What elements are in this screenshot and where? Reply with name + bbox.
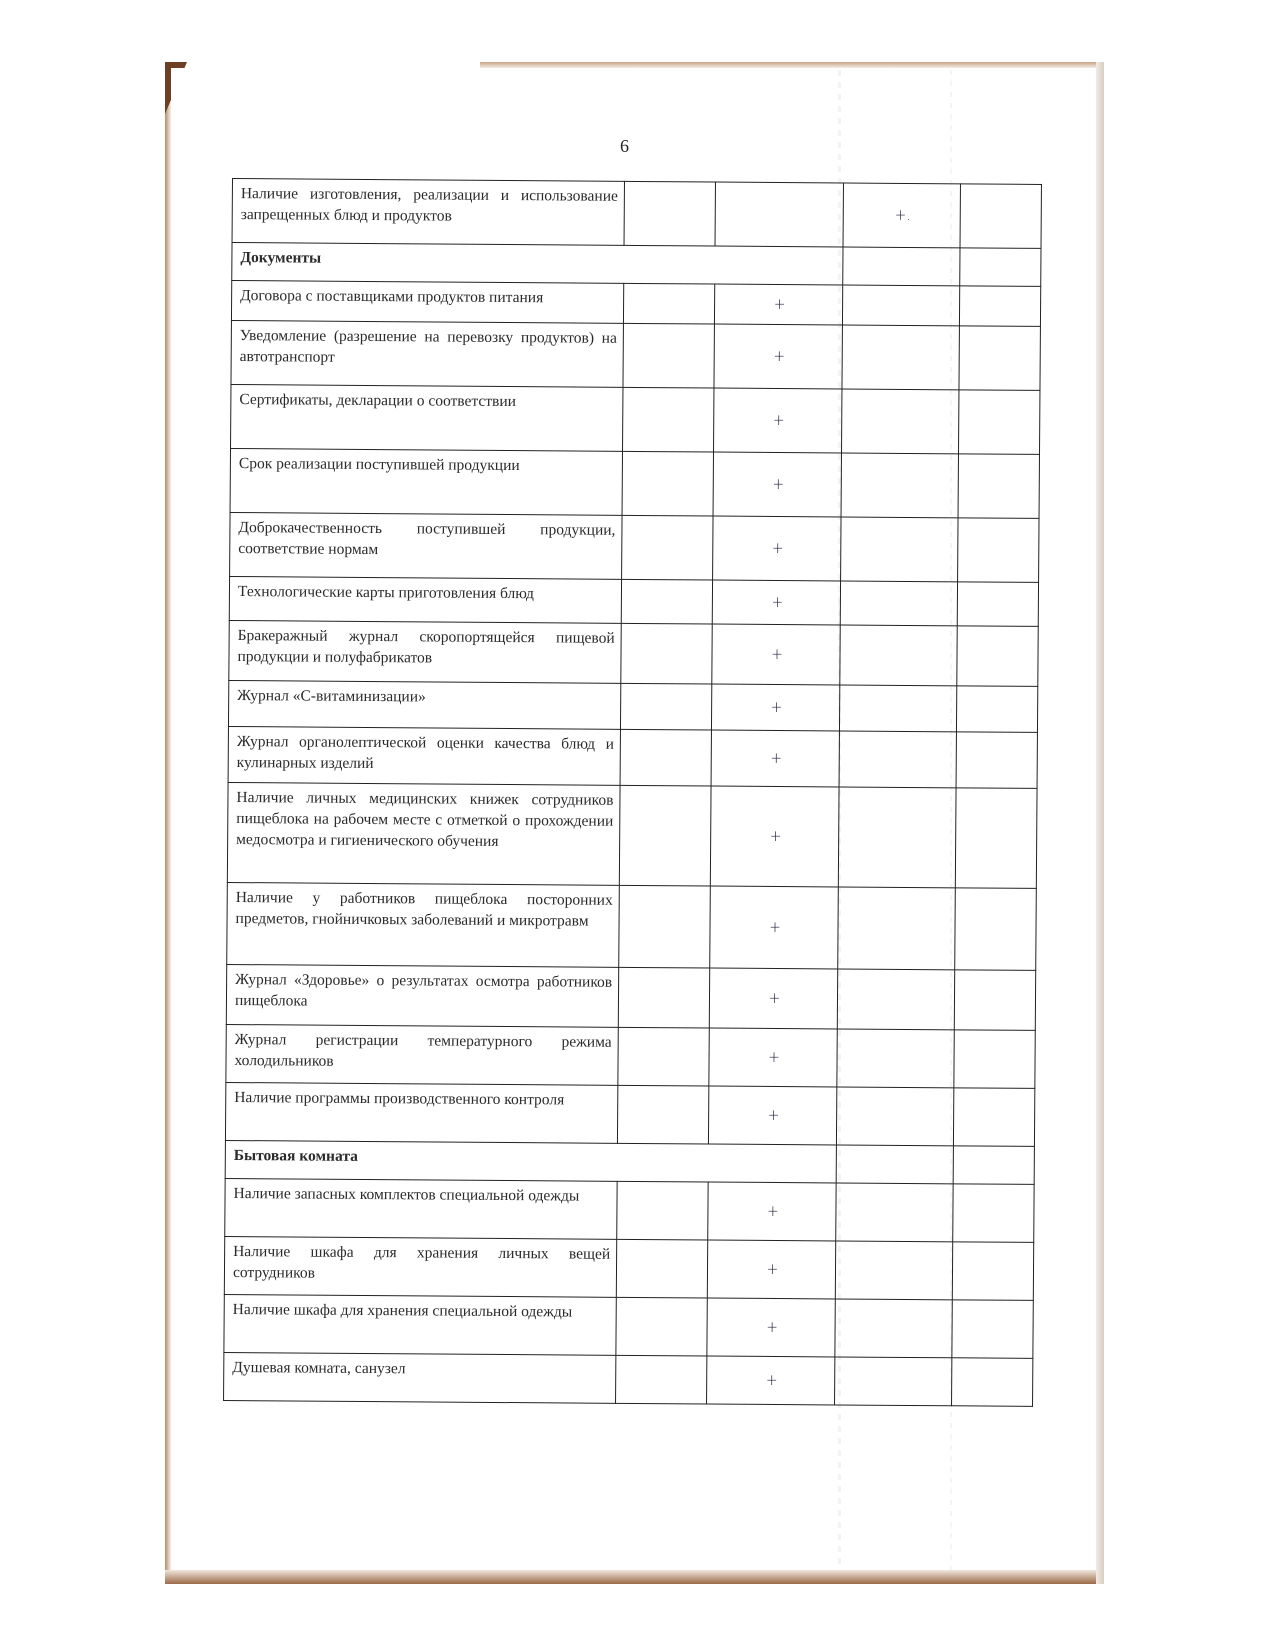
empty-cell (617, 1085, 709, 1144)
empty-cell (616, 1239, 708, 1298)
criterion-label-cell (227, 782, 620, 885)
mark-text: + (773, 294, 786, 314)
criterion-label: Договора с поставщиками продуктов питания (240, 287, 544, 307)
empty-cell (959, 390, 1040, 455)
criterion-label: Срок реализации поступившей продукции (238, 455, 520, 475)
handwritten-plus-mark (843, 183, 961, 248)
criterion-label-cell (230, 512, 623, 579)
handwritten-plus-mark (713, 516, 841, 581)
criterion-label: Наличие личных медицинских книжек сотрудников пищеблока на рабочем месте с отметкой о прохождении медосмотра и гигиенического обучения (236, 789, 614, 850)
mark-text: + (770, 748, 783, 768)
empty-cell (958, 454, 1039, 519)
background-edge-right (1096, 62, 1104, 1584)
empty-cell (623, 387, 715, 452)
criterion-label-cell (229, 576, 621, 623)
empty-cell (838, 887, 956, 970)
handwritten-plus-mark (709, 1028, 837, 1087)
criterion-label: Наличие шкафа для хранения личных вещей сотрудников (232, 1243, 611, 1282)
handwritten-plus-mark (714, 324, 842, 389)
checklist-sheet (223, 178, 1042, 1407)
table-row (231, 281, 1040, 327)
criterion-label-cell (229, 620, 621, 683)
page-number: 6 (620, 136, 629, 156)
empty-cell (836, 1087, 954, 1146)
background-edge-bottom (165, 1570, 1100, 1584)
mark-text: + (768, 988, 781, 1008)
table-row (227, 782, 1037, 888)
empty-cell (616, 1355, 708, 1404)
table-row (225, 1082, 1034, 1146)
checklist-body (224, 179, 1042, 1407)
criterion-label: Наличие программы производственного контроля (234, 1089, 565, 1109)
empty-cell (838, 787, 956, 888)
handwritten-plus-mark (715, 284, 843, 325)
mark-text: + (771, 538, 784, 558)
empty-cell (616, 1297, 708, 1356)
mark-text: + (772, 410, 785, 430)
criterion-label: Наличие изготовления, реализации и использование запрещенных блюд и продуктов (240, 185, 618, 225)
empty-cell (839, 685, 957, 732)
empty-cell (841, 389, 959, 454)
empty-cell (618, 1027, 710, 1086)
criterion-label: Журнал регистрации температурного режима холодильников (234, 1031, 612, 1070)
empty-cell (837, 1029, 955, 1088)
handwritten-plus-mark (711, 730, 839, 787)
criterion-label-cell (231, 281, 623, 324)
criterion-label: Технологические карты приготовления блюд (237, 583, 535, 603)
mark-text: + (772, 474, 785, 494)
empty-cell (952, 1300, 1033, 1359)
mark-text: + (766, 1317, 779, 1337)
criterion-label: Уведомление (разрешение на перевозку продуктов) на автотранспорт (239, 327, 617, 366)
mark-text: + (771, 592, 784, 612)
empty-cell (834, 1357, 952, 1406)
handwritten-plus-mark (712, 624, 840, 685)
criterion-label: Наличие запасных комплектов специальной одежды (233, 1185, 580, 1205)
section-row (232, 243, 1041, 287)
table-row (224, 1352, 1033, 1406)
empty-cell (959, 286, 1040, 327)
handwritten-plus-mark (707, 1356, 835, 1405)
mark-text: + (769, 826, 782, 846)
handwritten-plus-mark (707, 1298, 835, 1357)
handwritten-plus-mark (708, 1182, 836, 1241)
checklist-table (223, 178, 1042, 1407)
empty-cell (621, 683, 713, 730)
criterion-label-cell (226, 964, 618, 1027)
empty-cell (621, 623, 713, 684)
mark-text: + (768, 1047, 781, 1067)
section-row (225, 1140, 1034, 1184)
empty-cell (953, 1146, 1034, 1185)
table-row (229, 620, 1038, 686)
criterion-label: Наличие шкафа для хранения специальной одежды (232, 1301, 573, 1321)
empty-cell (842, 285, 959, 326)
empty-cell (953, 1088, 1034, 1147)
criterion-label-cell (227, 882, 620, 967)
mark-text: + (765, 1370, 778, 1390)
criterion-label-cell (232, 179, 625, 246)
criterion-label: Наличие у работников пищеблока посторонних предметов, гнойничковых заболеваний и микротравм (235, 889, 613, 930)
empty-cell (835, 1299, 953, 1358)
criterion-label: Журнал органолептической оценки качества блюд и кулинарных изделий (236, 733, 614, 773)
mark-text: + (769, 917, 782, 937)
empty-cell (955, 788, 1037, 889)
criterion-label-cell (230, 448, 623, 515)
empty-cell (954, 970, 1035, 1031)
empty-cell (839, 731, 957, 788)
table-row (232, 179, 1041, 249)
empty-cell (619, 885, 711, 968)
handwritten-plus-mark (713, 452, 841, 517)
empty-cell (959, 326, 1040, 391)
criterion-label-cell (231, 320, 624, 387)
criterion-label: Журнал «С-витаминизации» (237, 687, 426, 706)
empty-cell (622, 451, 714, 516)
mark-text: + (767, 1201, 779, 1221)
handwritten-plus-mark (708, 1240, 836, 1299)
empty-cell (957, 582, 1038, 627)
mark-text: +. (894, 205, 911, 224)
empty-cell (840, 581, 958, 626)
handwritten-plus-mark (713, 580, 841, 625)
criterion-label-cell (224, 1352, 616, 1403)
empty-cell (623, 323, 715, 388)
criterion-label-cell (228, 726, 620, 785)
criterion-label: Бракеражный журнал скоропортящейся пищевой продукции и полуфабрикатов (237, 627, 615, 667)
empty-cell (952, 1358, 1033, 1407)
table-row (225, 1178, 1034, 1242)
section-title: Документы (232, 243, 843, 285)
empty-cell (837, 969, 955, 1030)
empty-cell (840, 625, 958, 686)
empty-cell (842, 325, 960, 390)
mark-text: + (773, 346, 786, 366)
handwritten-plus-mark (712, 684, 840, 731)
handwritten-plus-mark (709, 1086, 837, 1145)
empty-cell (619, 785, 711, 886)
empty-cell (617, 1181, 709, 1240)
table-row (224, 1236, 1033, 1300)
empty-cell (620, 729, 712, 786)
table-row (226, 1024, 1035, 1088)
section-title: Бытовая комната (225, 1140, 836, 1182)
mark-text: + (766, 1259, 779, 1279)
empty-cell (623, 283, 715, 324)
handwritten-plus-mark (710, 968, 838, 1029)
empty-cell (957, 626, 1038, 687)
empty-cell (618, 967, 710, 1028)
empty-cell (957, 686, 1038, 733)
empty-cell (955, 888, 1037, 971)
table-row (224, 1294, 1033, 1358)
table-row (230, 512, 1039, 582)
table-row (226, 964, 1035, 1030)
empty-cell (715, 182, 843, 247)
empty-cell (958, 518, 1039, 583)
table-row (231, 320, 1040, 390)
criterion-label: Душевая комната, санузел (232, 1359, 406, 1378)
criterion-label-cell (224, 1294, 616, 1355)
criterion-label: Сертификаты, декларации о соответствии (239, 391, 517, 411)
handwritten-plus-mark (710, 886, 838, 969)
table-row (228, 726, 1037, 788)
empty-cell (960, 248, 1041, 287)
empty-cell (843, 247, 960, 286)
empty-cell (624, 181, 716, 246)
criterion-label-cell (225, 1082, 617, 1143)
empty-cell (952, 1242, 1033, 1301)
empty-cell (836, 1183, 954, 1242)
empty-cell (956, 732, 1037, 789)
empty-cell (960, 184, 1041, 249)
criterion-label-cell (224, 1236, 616, 1297)
handwritten-plus-mark (711, 786, 839, 887)
empty-cell (953, 1184, 1034, 1243)
handwritten-plus-mark (714, 388, 842, 453)
criterion-label: Журнал «Здоровье» о результатах осмотра работников пищеблока (234, 971, 613, 1010)
empty-cell (621, 579, 713, 624)
empty-cell (841, 453, 959, 518)
empty-cell (954, 1030, 1035, 1089)
criterion-label-cell (228, 680, 620, 729)
table-row (228, 680, 1037, 732)
criterion-label: Доброкачественность поступившей продукции, соответствие нормам (238, 519, 616, 559)
empty-cell (840, 517, 958, 582)
mark-text: + (771, 644, 784, 664)
table-row (229, 576, 1038, 626)
mark-text: + (767, 1105, 780, 1125)
criterion-label-cell (225, 1178, 617, 1239)
mark-text: + (770, 697, 783, 717)
empty-cell (622, 515, 714, 580)
empty-cell (836, 1145, 953, 1184)
table-row (231, 384, 1040, 454)
criterion-label-cell (231, 384, 624, 451)
empty-cell (835, 1241, 953, 1300)
criterion-label-cell (226, 1024, 618, 1085)
table-row (227, 882, 1037, 970)
table-row (230, 448, 1039, 518)
